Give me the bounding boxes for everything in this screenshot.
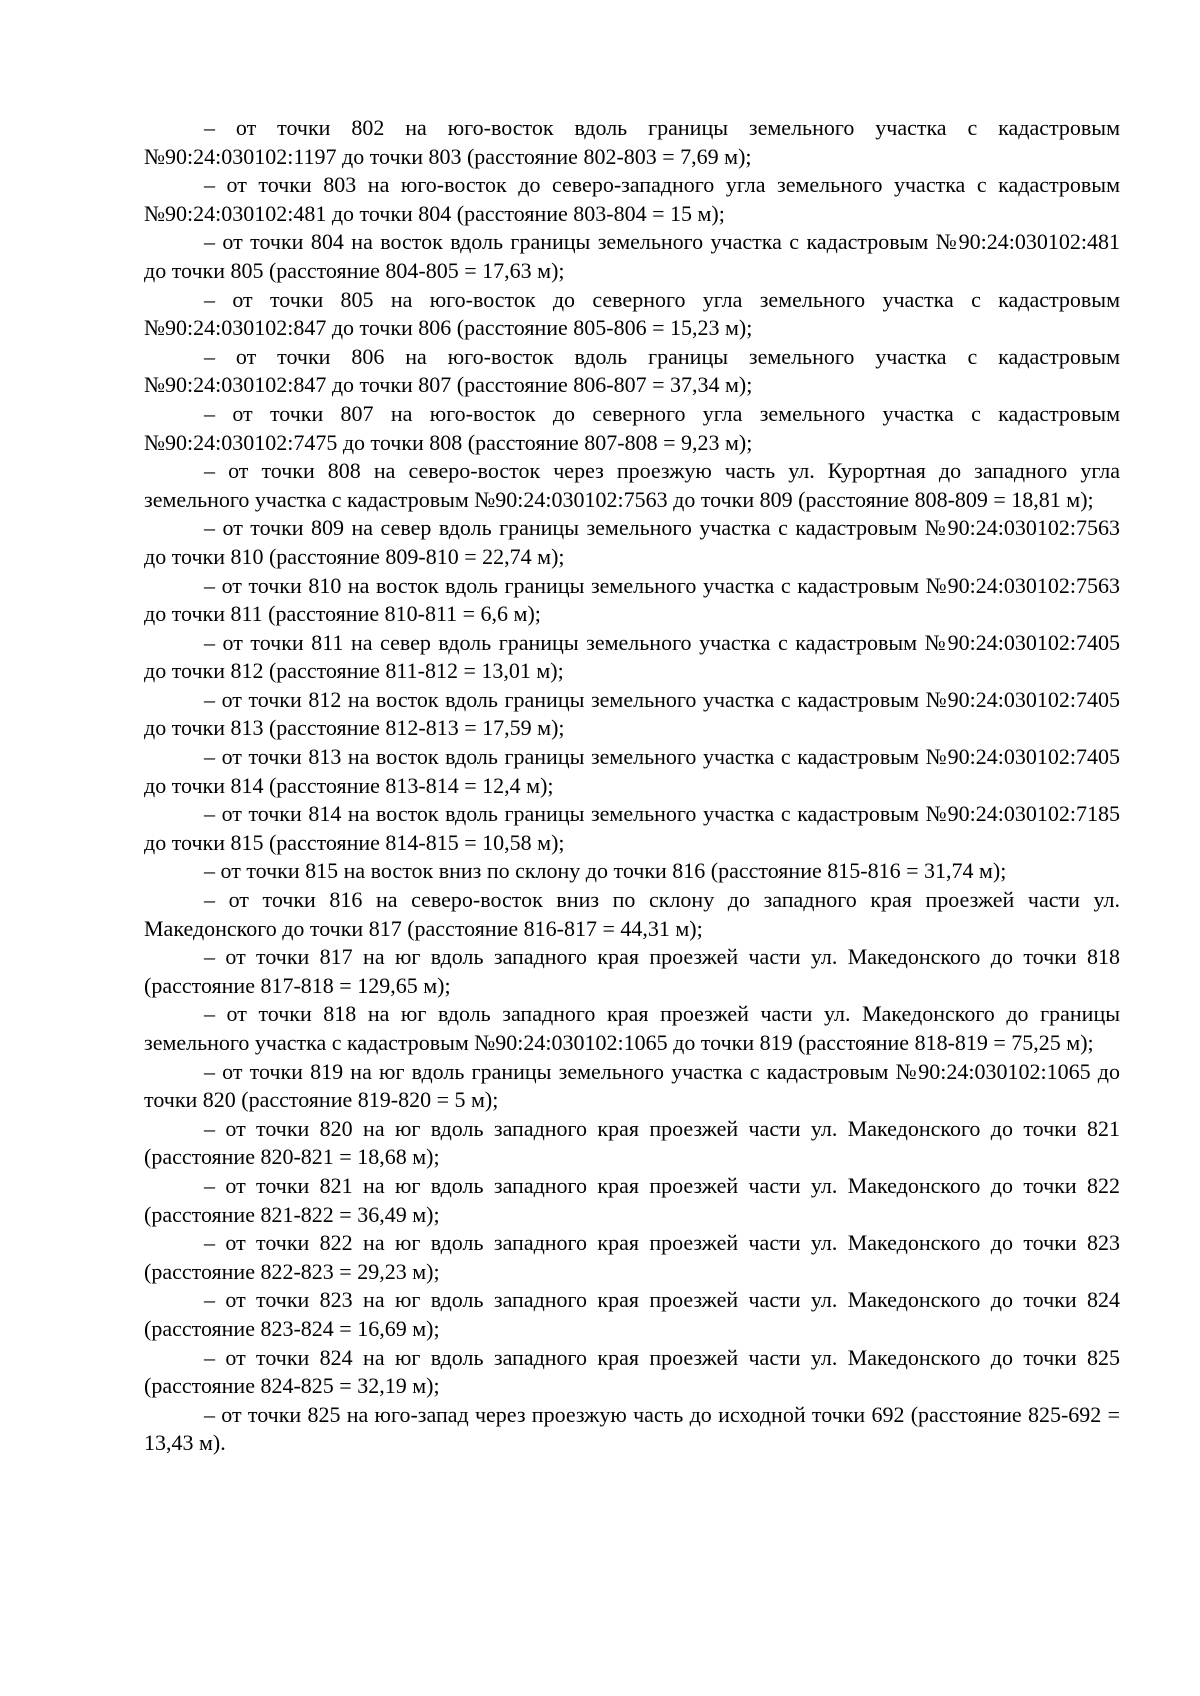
boundary-segment-paragraph: – от точки 813 на восток вдоль границы земельного участка с кадастровым №90:24:030102:7405 до точки 814 (расстояние 813-814 = 12,4 м); (144, 744, 1120, 798)
boundary-segment-paragraph: – от точки 817 на юг вдоль западного края проезжей части ул. Македонского до точки 818 (расстояние 817-818 = 129,65 м); (144, 944, 1120, 998)
boundary-segment-paragraph: – от точки 812 на восток вдоль границы земельного участка с кадастровым №90:24:030102:7405 до точки 813 (расстояние 812-813 = 17,59 м); (144, 686, 1120, 741)
boundary-segment-paragraph: – от точки 821 на юг вдоль западного края проезжей части ул. Македонского до точки 822 (расстояние 821-822 = 36,49 м); (144, 1172, 1120, 1227)
boundary-segment-paragraph: – от точки 819 на юг вдоль границы земельного участка с кадастровым №90:24:030102:1065 до точки 820 (расстояние 819-820 = 5 м); (144, 1058, 1120, 1113)
boundary-segment-paragraph: – от точки 808 на северо-восток через проезжую часть ул. Курортная до западного угла земельного участка с кадастровым №90:24:030102:7563 до точки 809 (расстояние 808-809 = 18,81 м); (144, 458, 1120, 512)
boundary-segment-paragraph: – от точки 805 на юго-восток до северного угла земельного участка с кадастровым №90:24:030102:847 до точки 806 (расстояние 805-806 = 15,23 м); (144, 286, 1120, 341)
boundary-segment-paragraph: – от точки 802 на юго-восток вдоль границы земельного участка с кадастровым №90:24:030102:1197 до точки 803 (расстояние 802-803 = 7,69 м); (144, 115, 1120, 169)
boundary-segment-paragraph: – от точки 810 на восток вдоль границы земельного участка с кадастровым №90:24:030102:7563 до точки 811 (расстояние 810-811 = 6,6 м); (144, 572, 1120, 627)
boundary-segment-paragraph: – от точки 823 на юг вдоль западного края проезжей части ул. Македонского до точки 824 (расстояние 823-824 = 16,69 м); (144, 1287, 1120, 1341)
boundary-segment-paragraph: – от точки 809 на север вдоль границы земельного участка с кадастровым №90:24:030102:7563 до точки 810 (расстояние 809-810 = 22,74 м); (144, 515, 1120, 569)
boundary-segment-paragraph: – от точки 822 на юг вдоль западного края проезжей части ул. Македонского до точки 823 (расстояние 822-823 = 29,23 м); (144, 1230, 1120, 1284)
boundary-segment-paragraph: – от точки 807 на юго-восток до северного угла земельного участка с кадастровым №90:24:030102:7475 до точки 808 (расстояние 807-808 = 9,23 м); (144, 400, 1120, 455)
boundary-segment-paragraph: – от точки 816 на северо-восток вниз по склону до западного края проезжей части ул. Македонского до точки 817 (расстояние 816-817 = 44,31 м); (144, 887, 1120, 941)
boundary-segment-paragraph: – от точки 814 на восток вдоль границы земельного участка с кадастровым №90:24:030102:7185 до точки 815 (расстояние 814-815 = 10,58 м); (144, 801, 1120, 855)
boundary-segment-paragraph: – от точки 803 на юго-восток до северо-западного угла земельного участка с кадастровым №90:24:030102:481 до точки 804 (расстояние 803-804 = 15 м); (144, 172, 1120, 226)
document-page (144, 114, 1120, 1458)
boundary-segment-paragraph: – от точки 815 на восток вниз по склону до точки 816 (расстояние 815-816 = 31,74 м); (204, 858, 1007, 884)
boundary-segment-paragraph: – от точки 825 на юго-запад через проезжую часть до исходной точки 692 (расстояние 825-692 = 13,43 м). (144, 1401, 1120, 1456)
boundary-segment-paragraph: – от точки 804 на восток вдоль границы земельного участка с кадастровым №90:24:030102:481 до точки 805 (расстояние 804-805 = 17,63 м); (144, 229, 1120, 283)
boundary-segment-paragraph: – от точки 824 на юг вдоль западного края проезжей части ул. Македонского до точки 825 (расстояние 824-825 = 32,19 м); (144, 1344, 1120, 1399)
boundary-segment-paragraph: – от точки 818 на юг вдоль западного края проезжей части ул. Македонского до границы земельного участка с кадастровым №90:24:030102:1065 до точки 819 (расстояние 818-819 = 75,25 м); (144, 1001, 1120, 1055)
boundary-segment-paragraph: – от точки 806 на юго-восток вдоль границы земельного участка с кадастровым №90:24:030102:847 до точки 807 (расстояние 806-807 = 37,34 м); (144, 343, 1120, 398)
boundary-segment-paragraph: – от точки 820 на юг вдоль западного края проезжей части ул. Македонского до точки 821 (расстояние 820-821 = 18,68 м); (144, 1115, 1120, 1170)
boundary-segment-paragraph: – от точки 811 на север вдоль границы земельного участка с кадастровым №90:24:030102:7405 до точки 812 (расстояние 811-812 = 13,01 м); (144, 629, 1120, 684)
